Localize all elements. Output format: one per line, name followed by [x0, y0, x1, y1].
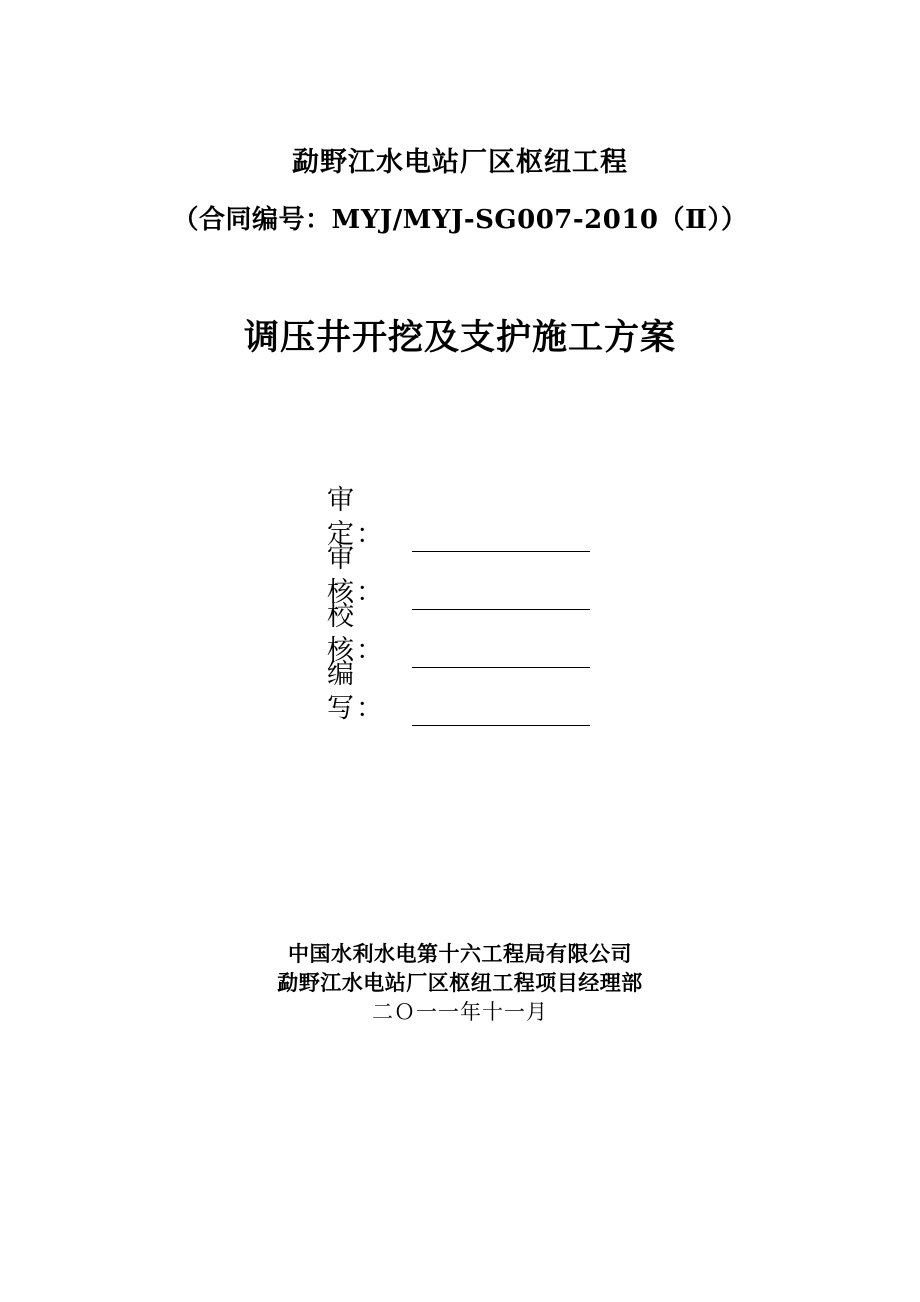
signature-label: 校核：	[327, 601, 385, 666]
signature-label: 审定：	[327, 485, 385, 550]
signature-blank-line	[412, 699, 590, 726]
signature-label: 编写：	[327, 659, 385, 724]
project-title: 勐野江水电站厂区枢纽工程	[292, 147, 628, 178]
signature-blank-line	[412, 583, 590, 610]
document-title: 调压井开挖及支护施工方案	[243, 317, 676, 358]
signature-label: 审核：	[327, 543, 385, 608]
signature-row-author	[327, 659, 590, 726]
signature-blank-line	[412, 525, 590, 552]
contract-number: （合同编号：MYJ/MYJ-SG007-2010（Ⅱ））	[172, 205, 748, 235]
project-department: 勐野江水电站厂区枢纽工程项目经理部	[277, 970, 643, 995]
organization-name: 中国水利水电第十六工程局有限公司	[288, 941, 632, 966]
signature-blank-line	[412, 641, 590, 668]
document-date: 二Ｏ一一年十一月	[372, 1000, 548, 1024]
